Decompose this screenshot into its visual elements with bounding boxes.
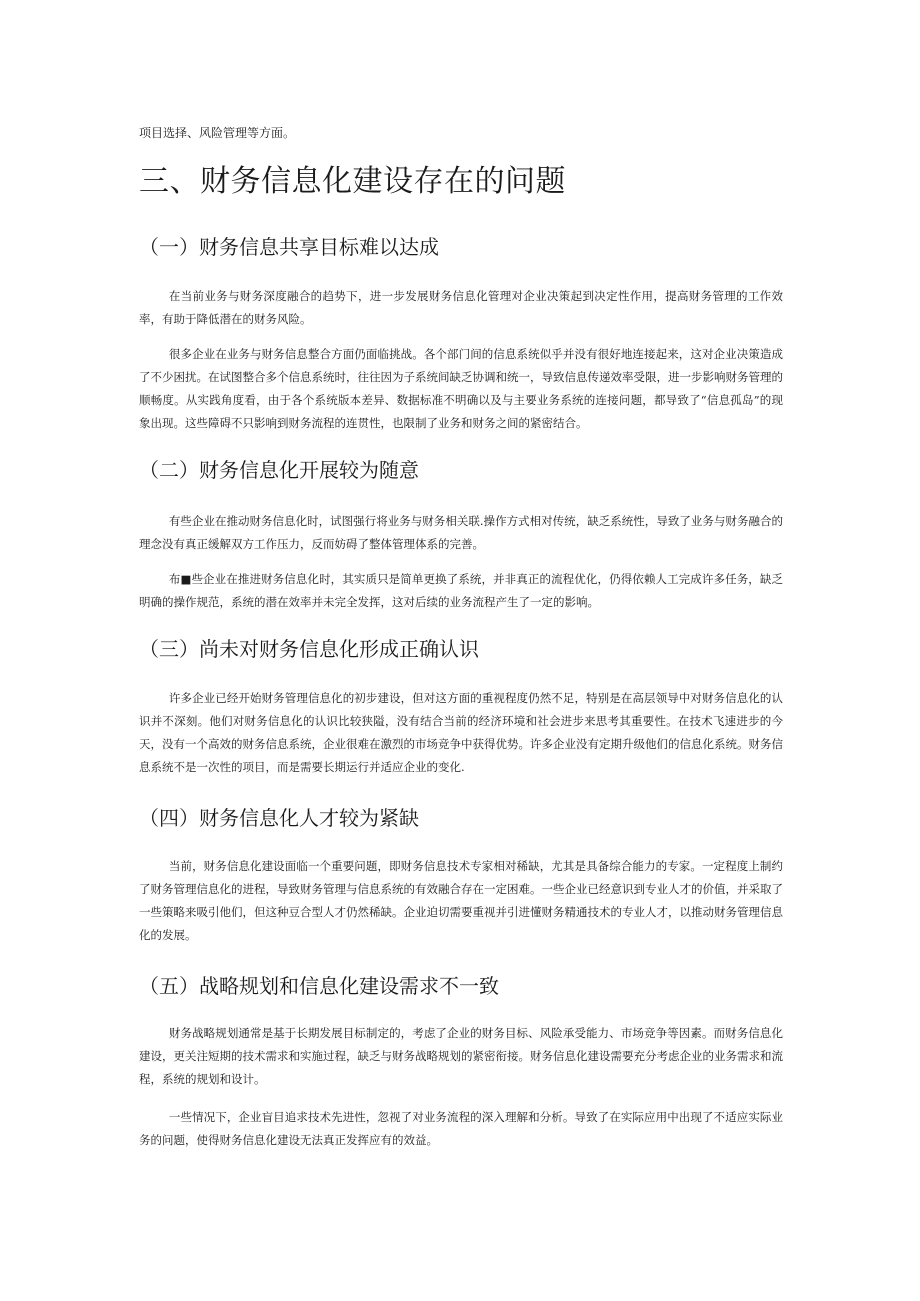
paragraph: 布■些企业在推进财务信息化时，其实质只是简单更换了系统，并非真正的流程优化，仍得依赖人工完成许多任务，缺乏明确的操作规范，系统的潜在效率并未完全发挥，这对后续的业务流程产生了一定的影响。 xyxy=(139,572,783,609)
section-heading-5: （五）战略规划和信息化建设需求不一致 xyxy=(139,974,499,998)
section-heading-1: （一）财务信息共享目标难以达成 xyxy=(139,235,439,259)
paragraph: 很多企业在业务与财务信息整合方面仍面临挑战。各个部门间的信息系统似乎并没有很好地连接起来，这对企业决策造成了不少困扰。在试图整合多个信息系统时，往往因为子系统间缺乏协调和统一，导致信息传递效率受限，进一步影响财务管理的顺畅度。从实践角度看，由于各个系统版本差异、数据标准不明确以及与主要业务系统的连接问题，都导致了“信息孤岛”的现象出现。这些障碍不只影响到财务流程的连贯性，也限制了业务和财务之间的紧密结合。 xyxy=(139,347,783,430)
paragraph: 一些情况下，企业盲目追求技术先进性，忽视了对业务流程的深入理解和分析。导致了在实际应用中出现了不适应实际业务的问题，使得财务信息化建设无法真正发挥应有的效益。 xyxy=(139,1110,783,1147)
main-heading: 三、财务信息化建设存在的问题 xyxy=(139,164,566,199)
lead-line: 项目选择、风险管理等方面。 xyxy=(139,126,296,140)
paragraph: 有些企业在推动财务信息化时，试图强行将业务与财务相关联.操作方式相对传统，缺乏系统性，导致了业务与财务融合的理念没有真正缓解双方工作压力，反而妨碍了整体管理体系的完善。 xyxy=(139,514,783,551)
paragraph: 在当前业务与财务深度融合的趋势下，进一步发展财务信息化管理对企业决策起到决定性作用，提高财务管理的工作效率，有助于降低潜在的财务风险。 xyxy=(139,289,783,326)
section-heading-3: （三）尚未对财务信息化形成正确认识 xyxy=(139,637,479,661)
paragraph: 许多企业已经开始财务管理信息化的初步建设，但对这方面的重视程度仍然不足，特别是在高层领导中对财务信息化的认识并不深刻。他们对财务信息化的认识比较狭隘，没有结合当前的经济环境和社会进步来思考其重要性。在技术飞速进步的今天，没有一个高效的财务信息系统，企业很难在激烈的市场竞争中获得优势。许多企业没有定期升级他们的信息化系统。财务信息系统不是一次性的项目，而是需要长期运行并适应企业的变化. xyxy=(139,691,783,774)
section-heading-4: （四）财务信息化人才较为紧缺 xyxy=(139,806,419,830)
paragraph: 财务战略规划通常是基于长期发展目标制定的，考虑了企业的财务目标、风险承受能力、市场竞争等因素。而财务信息化建设，更关注短期的技术需求和实施过程，缺乏与财务战略规划的紧密衔接。财务信息化建设需要充分考虑企业的业务需求和流程，系统的规划和设计。 xyxy=(139,1026,783,1086)
paragraph: 当前，财务信息化建设面临一个重要问题，即财务信息技术专家相对稀缺，尤其是具备综合能力的专家。一定程度上制约了财务管理信息化的进程，导致财务管理与信息系统的有效融合存在一定困难。一些企业已经意识到专业人才的价值，并采取了一些策略来吸引他们，但这种豆合型人才仍然稀缺。企业迫切需要重视并引进懂财务精通技术的专业人才，以推动财务管理信息化的发展。 xyxy=(139,859,783,942)
section-heading-2: （二）财务信息化开展较为随意 xyxy=(139,458,419,482)
